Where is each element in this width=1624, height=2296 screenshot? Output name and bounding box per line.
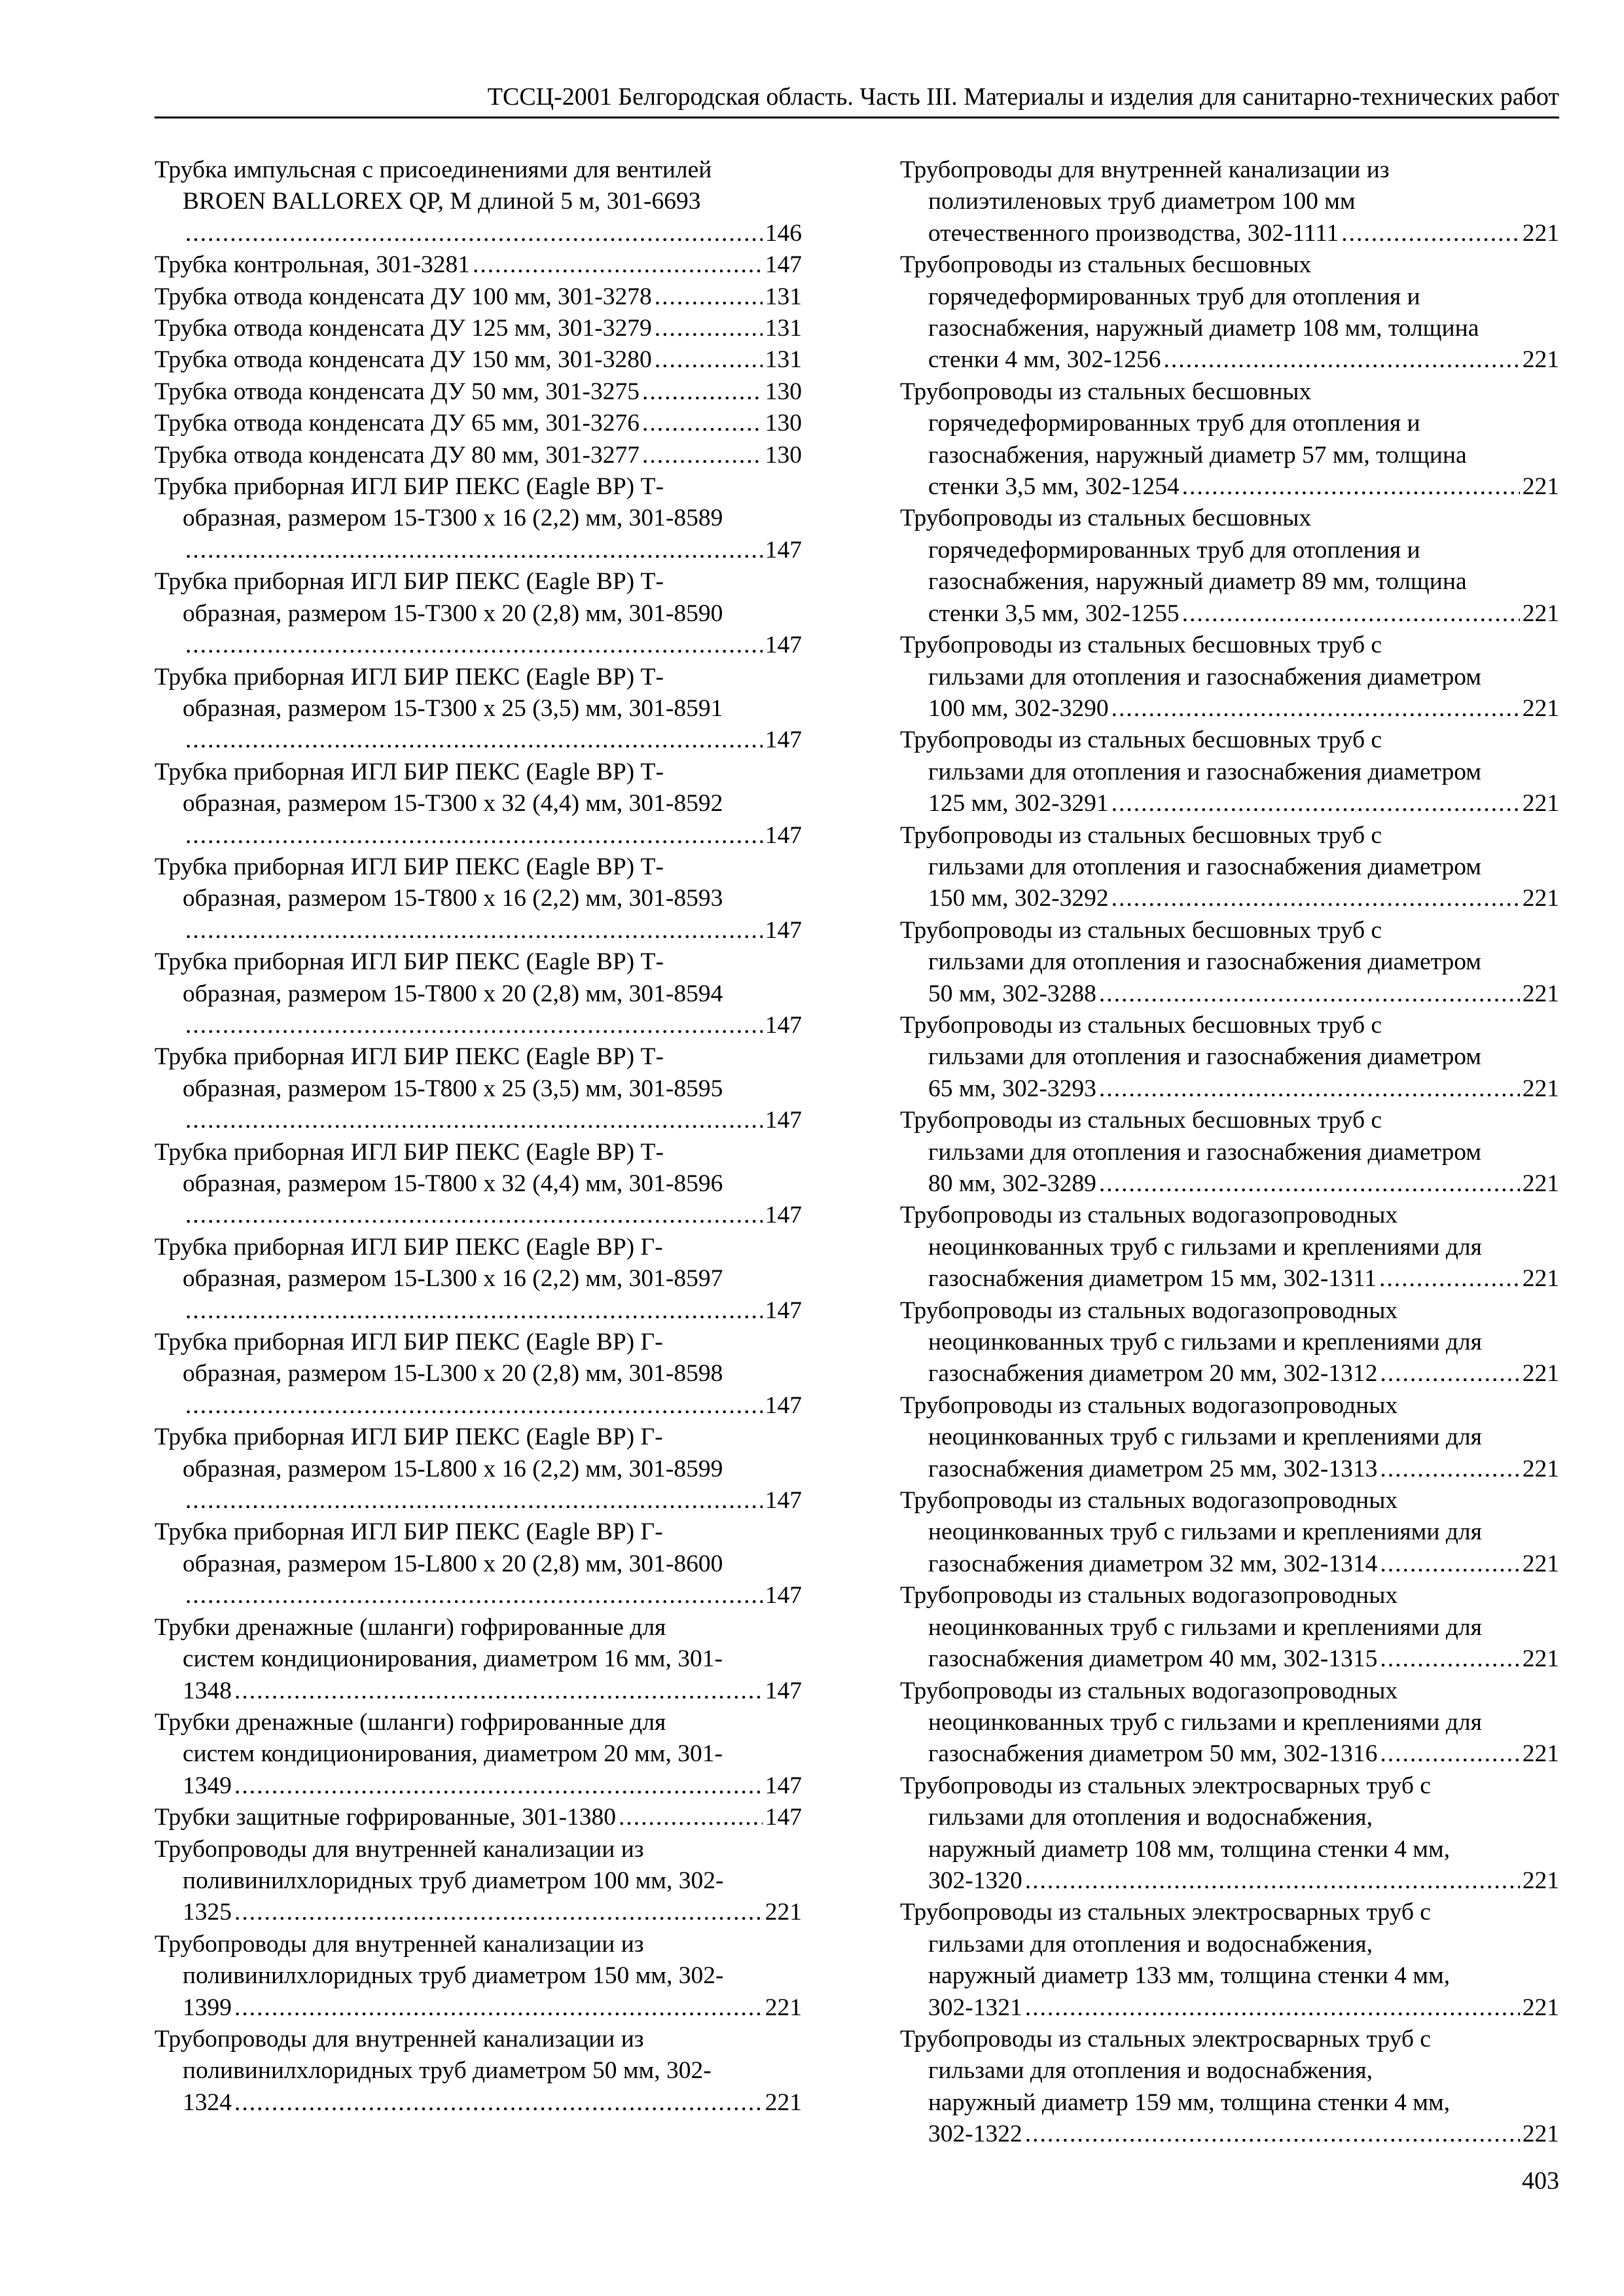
index-entry-page-ref: 147 — [765, 916, 802, 944]
index-entry-tail: 1399 — [183, 1994, 232, 2021]
index-entry-line: Трубка приборная ИГЛ БИР ПЕКС (Eagle BP) Т- — [154, 568, 664, 596]
index-entry-page-ref: 221 — [765, 2089, 802, 2116]
index-entry-page-ref: 147 — [765, 1107, 802, 1134]
index-entry-line: образная, размером 15-Т800 х 20 (2,8) мм, 301-8594 — [183, 980, 723, 1007]
index-entry-last-line — [183, 1105, 802, 1136]
index-entry-page-ref: 146 — [765, 219, 802, 247]
index-entry-last-line — [183, 1992, 802, 2024]
dot-leader — [234, 1992, 763, 2024]
index-entry-line: неоцинкованных труб с гильзами и креплениями для — [928, 1613, 1482, 1641]
index-entry-line: Трубка приборная ИГЛ БИР ПЕКС (Eagle BP) Т- — [154, 1138, 664, 1166]
index-entry-line: неоцинкованных труб с гильзами и креплениями для — [928, 1329, 1482, 1356]
index-entry — [154, 757, 802, 852]
dot-leader — [185, 725, 763, 756]
dot-leader — [655, 344, 763, 376]
index-entry-page-ref: 221 — [1522, 1075, 1559, 1102]
index-entry-line: наружный диаметр 133 мм, толщина стенки 4 мм, — [928, 1962, 1451, 1990]
index-entry-tail: 1324 — [183, 2089, 232, 2116]
index-entry — [900, 1485, 1559, 1580]
dot-leader — [234, 1770, 763, 1802]
index-entry-page-ref: 147 — [765, 1011, 802, 1039]
index-entry-line: неоцинкованных труб с гильзами и креплениями для — [928, 1233, 1482, 1261]
dot-leader — [642, 376, 763, 408]
index-entry-line: Трубка приборная ИГЛ БИР ПЕКС (Eagle BP) Г- — [154, 1233, 663, 1261]
index-entry-line: Трубопроводы из стальных бесшовных труб с — [900, 726, 1382, 754]
index-entry-page-ref: 147 — [765, 251, 802, 279]
index-entry-line: горячедеформированных труб для отопления и — [928, 283, 1420, 310]
dot-leader — [234, 1897, 763, 1928]
index-entry-last-line — [928, 1865, 1559, 1897]
index-entry-tail: 302-1320 — [928, 1867, 1022, 1894]
index-entry-line: Трубопроводы из стальных водогазопроводных — [900, 1487, 1398, 1515]
index-column-left — [154, 154, 802, 2119]
index-entry-tail: 302-1322 — [928, 2121, 1022, 2148]
dot-leader — [1380, 1549, 1519, 1580]
index-entry-line: Трубка приборная ИГЛ БИР ПЕКС (Eagle BP) Т- — [154, 473, 664, 501]
index-entry-page-ref: 221 — [1522, 1455, 1559, 1482]
index-entry-last-line — [154, 440, 802, 471]
index-entry-line: Трубопроводы из стальных электросварных труб с — [900, 1899, 1431, 1926]
dot-leader — [619, 1802, 763, 1833]
index-entry-last-line — [928, 883, 1559, 914]
index-entry — [900, 1770, 1559, 1897]
index-entry — [154, 471, 802, 566]
dot-leader — [655, 313, 763, 344]
index-entry-line: Трубопроводы из стальных водогазопроводных — [900, 1297, 1398, 1324]
index-entry — [154, 946, 802, 1041]
index-entry-page-ref: 221 — [1522, 1170, 1559, 1197]
index-entry-page-ref: 130 — [765, 410, 802, 437]
index-entry-page-ref: 147 — [765, 1582, 802, 1609]
index-entry-line: Трубопроводы из стальных бесшовных — [900, 505, 1312, 532]
index-entry — [154, 376, 802, 408]
index-entry — [900, 630, 1559, 725]
index-entry-tail: Трубка отвода конденсата ДУ 80 мм, 301-3277 — [154, 441, 640, 469]
index-entry — [900, 820, 1559, 915]
index-entry — [900, 1105, 1559, 1200]
index-entry — [154, 1834, 802, 1929]
index-entry-line: Трубопроводы из стальных водогазопроводных — [900, 1202, 1398, 1229]
index-entry-line: Трубопроводы из стальных бесшовных — [900, 378, 1312, 405]
dot-leader — [1099, 1073, 1520, 1105]
index-entry — [154, 440, 802, 471]
dot-leader — [185, 820, 763, 852]
index-entry-line: гильзами для отопления и газоснабжения диаметром — [928, 663, 1481, 691]
index-entry — [154, 1516, 802, 1611]
dot-leader — [1380, 1358, 1519, 1390]
dot-leader — [185, 1390, 763, 1422]
index-entry — [154, 1327, 802, 1422]
index-entry-line: Трубопроводы из стальных водогазопроводных — [900, 1582, 1398, 1609]
index-entry-last-line — [154, 408, 802, 439]
index-entry-line: Трубки дренажные (шланги) гофрированные для — [154, 1613, 666, 1641]
index-entry-line: гильзами для отопления и газоснабжения диаметром — [928, 1043, 1481, 1071]
index-entry — [900, 1295, 1559, 1390]
index-entry-line: поливинилхлоридных труб диаметром 150 мм, 302- — [183, 1962, 724, 1990]
index-entry — [154, 249, 802, 281]
index-entry-page-ref: 147 — [765, 1391, 802, 1419]
index-entry-line: систем кондиционирования, диаметром 20 мм, 301- — [183, 1740, 723, 1768]
dot-leader — [185, 218, 763, 249]
index-entry-last-line — [928, 1992, 1559, 2024]
index-entry-line: Трубопроводы из стальных бесшовных труб с — [900, 1011, 1382, 1039]
index-entry-page-ref: 221 — [1522, 980, 1559, 1007]
index-entry — [900, 1580, 1559, 1675]
index-entry-line: горячедеформированных труб для отопления и — [928, 536, 1420, 564]
index-entry-line: Трубопроводы из стальных водогазопроводных — [900, 1391, 1398, 1419]
index-entry-tail: 100 мм, 302-3290 — [928, 694, 1109, 722]
index-entry-line: Трубка приборная ИГЛ БИР ПЕКС (Eagle BP) Г- — [154, 1424, 663, 1451]
dot-leader — [1025, 2119, 1520, 2150]
index-entry-last-line — [183, 1580, 802, 1611]
index-entry-line: неоцинкованных труб с гильзами и креплениями для — [928, 1424, 1482, 1451]
index-entry-page-ref: 147 — [765, 726, 802, 754]
index-entry — [900, 1010, 1559, 1105]
index-entry-last-line — [154, 1802, 802, 1833]
index-entry-line: газоснабжения, наружный диаметр 108 мм, толщина — [928, 315, 1479, 342]
dot-leader — [185, 630, 763, 661]
index-entry-tail: газоснабжения диаметром 50 мм, 302-1316 — [928, 1740, 1378, 1768]
index-entry-line: горячедеформированных труб для отопления и — [928, 410, 1420, 437]
dot-leader — [185, 535, 763, 566]
index-entry — [154, 1422, 802, 1516]
index-entry-tail: газоснабжения диаметром 32 мм, 302-1314 — [928, 1550, 1378, 1577]
index-entry-page-ref: 221 — [1522, 694, 1559, 722]
index-entry-page-ref: 147 — [765, 821, 802, 849]
index-entry-page-ref: 221 — [1522, 1740, 1559, 1768]
index-entry-last-line — [928, 2119, 1559, 2150]
index-entry-line: Трубки дренажные (шланги) гофрированные для — [154, 1708, 666, 1736]
index-entry-tail: газоснабжения диаметром 40 мм, 302-1315 — [928, 1645, 1378, 1673]
index-entry-page-ref: 130 — [765, 378, 802, 405]
dot-leader — [642, 408, 763, 439]
index-entry-line: Трубка приборная ИГЛ БИР ПЕКС (Eagle BP) Г- — [154, 1518, 663, 1546]
index-entry — [900, 1897, 1559, 2024]
index-entry-last-line — [183, 630, 802, 661]
index-entry-last-line — [928, 1358, 1559, 1390]
index-entry-page-ref: 221 — [1522, 1550, 1559, 1577]
index-entry-line: образная, размером 15-Т800 х 25 (3,5) мм, 301-8595 — [183, 1075, 723, 1102]
index-entry-line: гильзами для отопления и газоснабжения диаметром — [928, 1138, 1481, 1166]
index-entry-last-line — [928, 218, 1559, 249]
index-entry-line: гильзами для отопления и газоснабжения диаметром — [928, 758, 1481, 785]
index-entry — [900, 154, 1559, 249]
index-entry-line: газоснабжения, наружный диаметр 89 мм, толщина — [928, 568, 1467, 596]
dot-leader — [234, 1676, 763, 1707]
index-entry-page-ref: 147 — [765, 632, 802, 659]
index-entry-last-line — [154, 249, 802, 281]
index-entry-line: Трубопроводы для внутренней канализации из — [900, 156, 1390, 183]
index-entry-last-line — [183, 1010, 802, 1041]
index-entry-page-ref: 221 — [1522, 219, 1559, 247]
index-entry-page-ref: 147 — [765, 536, 802, 564]
index-entry-line: Трубопроводы для внутренней канализации из — [154, 2025, 644, 2053]
index-entry-page-ref: 221 — [765, 1899, 802, 1926]
index-entry — [900, 915, 1559, 1010]
index-entry-page-ref: 131 — [765, 346, 802, 374]
index-entry-tail: 125 мм, 302-3291 — [928, 790, 1109, 817]
index-entry-last-line — [928, 1549, 1559, 1580]
page-number: 403 — [1522, 2167, 1559, 2195]
index-entry-tail: Трубка отвода конденсата ДУ 50 мм, 301-3275 — [154, 378, 640, 405]
index-entry — [154, 662, 802, 757]
index-entry-line: Трубопроводы из стальных бесшовных — [900, 251, 1312, 279]
index-entry-tail: 1348 — [183, 1677, 232, 1704]
index-entry-line: Трубопроводы из стальных электросварных труб с — [900, 2025, 1431, 2053]
index-entry — [154, 408, 802, 439]
index-entry-last-line — [183, 1295, 802, 1327]
index-entry-page-ref: 221 — [1522, 1645, 1559, 1673]
index-entry-last-line — [183, 1770, 802, 1802]
index-entry-last-line — [183, 820, 802, 852]
index-entry-tail: стенки 3,5 мм, 302-1254 — [928, 473, 1180, 501]
index-entry — [154, 344, 802, 376]
index-entry — [900, 1390, 1559, 1485]
index-entry-last-line — [928, 1168, 1559, 1200]
dot-leader — [1111, 788, 1520, 819]
dot-leader — [234, 2087, 763, 2119]
index-entry-line: гильзами для отопления и водоснабжения, — [928, 2057, 1373, 2085]
index-entry-line: Трубка приборная ИГЛ БИР ПЕКС (Eagle BP) Г- — [154, 1329, 663, 1356]
index-entry-last-line — [183, 725, 802, 756]
index-entry-line: образная, размером 15-L800 х 16 (2,2) мм, 301-8599 — [183, 1455, 723, 1482]
index-entry-tail: Трубка отвода конденсата ДУ 125 мм, 301-3279 — [154, 315, 652, 342]
index-entry-tail: Трубка отвода конденсата ДУ 150 мм, 301-3280 — [154, 346, 652, 374]
index-entry-last-line — [928, 344, 1559, 376]
index-entry-line: образная, размером 15-Т300 х 25 (3,5) мм, 301-8591 — [183, 694, 723, 722]
index-entry-page-ref: 221 — [1522, 2121, 1559, 2148]
header-title: ТССЦ-2001 Белгородская область. Часть III. Материалы и изделия для санитарно-технических работ — [487, 83, 1559, 111]
index-entry — [154, 1137, 802, 1232]
index-entry-tail: 50 мм, 302-3288 — [928, 980, 1096, 1007]
index-entry-line: образная, размером 15-Т300 х 32 (4,4) мм, 301-8592 — [183, 790, 723, 817]
index-entry-page-ref: 221 — [1522, 600, 1559, 627]
running-header — [154, 80, 1559, 118]
index-entry-last-line — [154, 313, 802, 344]
index-entry — [154, 281, 802, 313]
index-entry-last-line — [183, 2087, 802, 2119]
index-entry-page-ref: 147 — [765, 1297, 802, 1324]
index-entry-line: поливинилхлоридных труб диаметром 100 мм, 302- — [183, 1867, 724, 1894]
dot-leader — [655, 281, 763, 313]
index-entry-line: BROEN BALLOREX QP, М длиной 5 м, 301-6693 — [183, 188, 701, 215]
index-entry-page-ref: 147 — [765, 1487, 802, 1515]
index-entry — [900, 376, 1559, 503]
index-entry-tail: стенки 3,5 мм, 302-1255 — [928, 600, 1180, 627]
index-entry-last-line — [928, 1073, 1559, 1105]
index-entry-line: полиэтиленовых труб диаметром 100 мм — [928, 188, 1356, 215]
index-entry — [900, 2024, 1559, 2151]
index-entry-line: образная, размером 15-Т800 х 32 (4,4) мм, 301-8596 — [183, 1170, 723, 1197]
index-entry — [900, 1200, 1559, 1295]
index-entry-line: неоцинкованных труб с гильзами и креплениями для — [928, 1518, 1482, 1546]
index-entry-line: Трубопроводы из стальных электросварных труб с — [900, 1772, 1431, 1799]
dot-leader — [1182, 598, 1520, 630]
dot-leader — [1025, 1865, 1520, 1897]
index-entry-last-line — [183, 1200, 802, 1231]
index-entry-page-ref: 221 — [765, 1994, 802, 2021]
index-entry-page-ref: 221 — [1522, 473, 1559, 501]
dot-leader — [1380, 1738, 1519, 1770]
index-entry-line: образная, размером 15-Т800 х 16 (2,2) мм, 301-8593 — [183, 885, 723, 912]
index-entry-line: Трубопроводы для внутренней канализации из — [154, 1835, 644, 1863]
index-entry — [900, 725, 1559, 819]
index-entry-line: неоцинкованных труб с гильзами и креплениями для — [928, 1708, 1482, 1736]
index-entry-line: Трубопроводы из стальных бесшовных труб с — [900, 821, 1382, 849]
index-entry-last-line — [154, 344, 802, 376]
index-entry-page-ref: 131 — [765, 283, 802, 310]
index-entry-tail: 1325 — [183, 1899, 232, 1926]
index-entry-line: Трубка приборная ИГЛ БИР ПЕКС (Eagle BP) Т- — [154, 948, 664, 976]
index-entry-last-line — [183, 1897, 802, 1928]
index-entry-line: газоснабжения, наружный диаметр 57 мм, толщина — [928, 441, 1467, 469]
dot-leader — [185, 1105, 763, 1136]
dot-leader — [185, 1295, 763, 1327]
index-entry-last-line — [154, 281, 802, 313]
index-entry-tail: 1349 — [183, 1772, 232, 1799]
index-entry — [900, 503, 1559, 630]
index-entry-line: гильзами для отопления и водоснабжения, — [928, 1930, 1373, 1958]
index-entry-last-line — [928, 693, 1559, 725]
index-entry-line: наружный диаметр 159 мм, толщина стенки 4 мм, — [928, 2089, 1451, 2116]
index-entry-line: Трубопроводы из стальных бесшовных труб с — [900, 916, 1382, 944]
index-entry-page-ref: 130 — [765, 441, 802, 469]
index-entry-tail: отечественного производства, 302-1111 — [928, 219, 1339, 247]
index-entry-tail: стенки 4 мм, 302-1256 — [928, 346, 1161, 374]
index-entry-tail: Трубка отвода конденсата ДУ 65 мм, 301-3276 — [154, 410, 640, 437]
index-entry — [900, 1676, 1559, 1770]
index-entry-tail: Трубка отвода конденсата ДУ 100 мм, 301-3278 — [154, 283, 652, 310]
index-entry-last-line — [183, 535, 802, 566]
dot-leader — [473, 249, 763, 281]
index-entry — [154, 1802, 802, 1833]
index-entry — [154, 154, 802, 249]
index-entry-tail: Трубка контрольная, 301-3281 — [154, 251, 470, 279]
index-entry-last-line — [928, 788, 1559, 819]
index-entry-page-ref: 221 — [1522, 1360, 1559, 1388]
index-entry-tail: 65 мм, 302-3293 — [928, 1075, 1096, 1102]
dot-leader — [1341, 218, 1519, 249]
dot-leader — [185, 1200, 763, 1231]
index-entry-last-line — [928, 1263, 1559, 1295]
index-entry-line: образная, размером 15-L800 х 20 (2,8) мм, 301-8600 — [183, 1550, 723, 1577]
dot-leader — [1025, 1992, 1520, 2024]
dot-leader — [185, 1010, 763, 1041]
index-entry-tail: газоснабжения диаметром 25 мм, 302-1313 — [928, 1455, 1378, 1482]
index-entry-tail: газоснабжения диаметром 15 мм, 302-1311 — [928, 1265, 1377, 1293]
index-entry-page-ref: 221 — [1522, 1265, 1559, 1293]
dot-leader — [1163, 344, 1519, 376]
index-entry-line: гильзами для отопления и водоснабжения, — [928, 1804, 1373, 1831]
index-entry-last-line — [183, 1485, 802, 1516]
index-entry — [154, 1707, 802, 1802]
index-entry — [154, 1612, 802, 1707]
index-entry-tail: газоснабжения диаметром 20 мм, 302-1312 — [928, 1360, 1378, 1388]
index-entry-line: Трубка импульсная с присоединениями для вентилей — [154, 156, 712, 183]
index-entry-page-ref: 147 — [765, 1772, 802, 1799]
index-entry-last-line — [928, 978, 1559, 1010]
index-entry-tail: 150 мм, 302-3292 — [928, 885, 1109, 912]
index-entry-line: образная, размером 15-L300 х 20 (2,8) мм, 301-8598 — [183, 1360, 723, 1388]
index-entry-page-ref: 221 — [1522, 346, 1559, 374]
index-entry-line: гильзами для отопления и газоснабжения диаметром — [928, 853, 1481, 880]
index-entry-last-line — [928, 471, 1559, 503]
dot-leader — [1380, 1454, 1519, 1485]
index-entry-line: Трубка приборная ИГЛ БИР ПЕКС (Eagle BP) Т- — [154, 663, 664, 691]
index-entry-line: Трубопроводы из стальных бесшовных труб с — [900, 632, 1382, 659]
index-entry — [154, 2024, 802, 2119]
dot-leader — [1099, 978, 1520, 1010]
index-entry-tail: 302-1321 — [928, 1994, 1022, 2021]
index-entry-line: Трубопроводы для внутренней канализации из — [154, 1930, 644, 1958]
index-entry-line: Трубопроводы из стальных бесшовных труб с — [900, 1107, 1382, 1134]
dot-leader — [1111, 693, 1520, 725]
index-entry-last-line — [183, 1676, 802, 1707]
index-entry — [154, 1232, 802, 1327]
dot-leader — [1379, 1263, 1520, 1295]
dot-leader — [185, 1580, 763, 1611]
index-entry-line: гильзами для отопления и газоснабжения диаметром — [928, 948, 1481, 976]
index-entry — [154, 313, 802, 344]
index-entry-page-ref: 221 — [1522, 1994, 1559, 2021]
index-entry-page-ref: 147 — [765, 1202, 802, 1229]
index-entry-page-ref: 221 — [1522, 790, 1559, 817]
dot-leader — [185, 915, 763, 946]
index-entry-last-line — [183, 218, 802, 249]
index-entry-line: образная, размером 15-L300 х 16 (2,2) мм, 301-8597 — [183, 1265, 723, 1293]
index-entry-line: образная, размером 15-Т300 х 20 (2,8) мм, 301-8590 — [183, 600, 723, 627]
index-entry-page-ref: 147 — [765, 1677, 802, 1704]
index-entry-line: поливинилхлоридных труб диаметром 50 мм, 302- — [183, 2057, 712, 2085]
index-entry-line: Трубопроводы из стальных водогазопроводных — [900, 1677, 1398, 1704]
dot-leader — [1099, 1168, 1520, 1200]
index-entry-line: систем кондиционирования, диаметром 16 мм, 301- — [183, 1645, 723, 1673]
index-entry-last-line — [928, 598, 1559, 630]
index-entry-line: наружный диаметр 108 мм, толщина стенки 4 мм, — [928, 1835, 1451, 1863]
index-entry-last-line — [154, 376, 802, 408]
index-entry-last-line — [928, 1643, 1559, 1675]
dot-leader — [1111, 883, 1520, 914]
index-entry-page-ref: 221 — [1522, 1867, 1559, 1894]
index-entry-line: Трубка приборная ИГЛ БИР ПЕКС (Eagle BP) Т- — [154, 758, 664, 785]
index-entry — [154, 1929, 802, 2024]
dot-leader — [1380, 1643, 1519, 1675]
index-entry-line: образная, размером 15-Т300 х 16 (2,2) мм, 301-8589 — [183, 505, 723, 532]
index-entry-tail: Трубки защитные гофрированные, 301-1380 — [154, 1804, 616, 1831]
index-entry-line: Трубка приборная ИГЛ БИР ПЕКС (Eagle BP) Т- — [154, 853, 664, 880]
index-entry — [154, 1041, 802, 1136]
index-entry-page-ref: 147 — [765, 1804, 802, 1831]
index-entry-last-line — [928, 1738, 1559, 1770]
index-entry — [900, 249, 1559, 376]
index-entry-last-line — [928, 1454, 1559, 1485]
dot-leader — [642, 440, 763, 471]
index-entry-page-ref: 221 — [1522, 885, 1559, 912]
index-entry-tail: 80 мм, 302-3289 — [928, 1170, 1096, 1197]
index-entry-last-line — [183, 1390, 802, 1422]
index-entry-page-ref: 131 — [765, 315, 802, 342]
index-entry-line: Трубка приборная ИГЛ БИР ПЕКС (Eagle BP) Т- — [154, 1043, 664, 1071]
index-entry-last-line — [183, 915, 802, 946]
index-column-right — [900, 154, 1559, 2151]
index-entry — [154, 852, 802, 946]
index-entry — [154, 566, 802, 661]
dot-leader — [1182, 471, 1520, 503]
dot-leader — [185, 1485, 763, 1516]
